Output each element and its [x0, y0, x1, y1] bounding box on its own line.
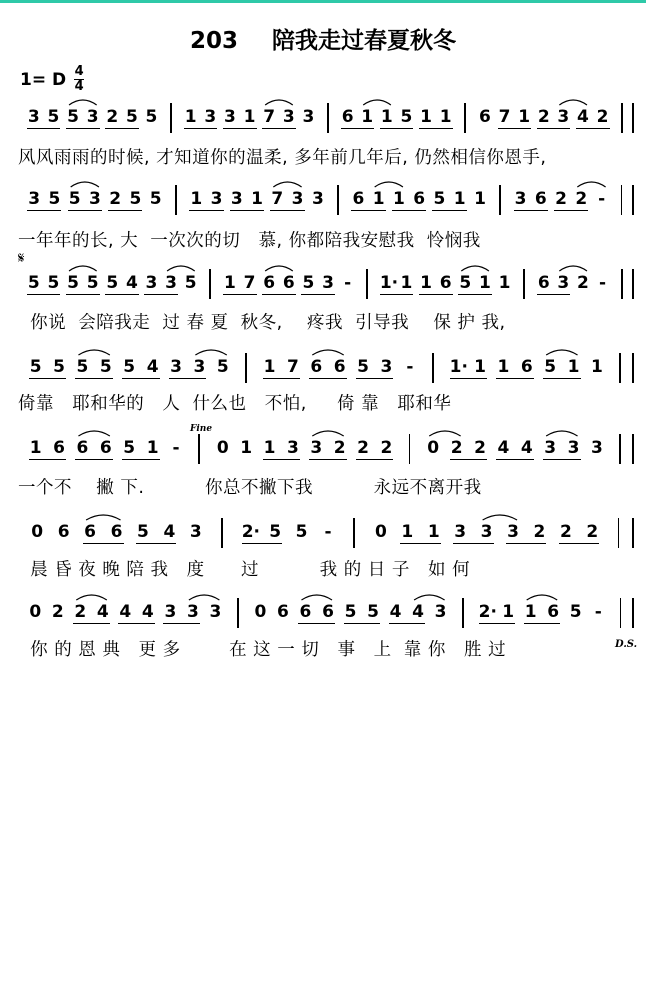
note: 6 [282, 273, 295, 293]
note: 1 [401, 522, 414, 542]
note: 5 [123, 357, 136, 377]
note: 1 [184, 107, 197, 127]
note: 3 [164, 602, 177, 622]
note: 6 [478, 107, 491, 127]
note: 7 [498, 107, 511, 127]
slur [195, 350, 226, 355]
note: 4 [141, 602, 154, 622]
note: 5 [125, 107, 138, 127]
note: 3 [302, 107, 315, 127]
note: 6 [57, 522, 70, 542]
note: 1 [29, 438, 42, 458]
slur [527, 595, 558, 600]
note: 4 [577, 107, 589, 127]
note: 3 [311, 189, 324, 209]
note: 1 [420, 107, 432, 127]
slur [577, 182, 605, 187]
note: 6 [53, 438, 65, 458]
note: 3 [557, 273, 570, 293]
note: 1 [498, 273, 511, 293]
note: 6 [534, 189, 547, 209]
note: 1 [502, 602, 515, 622]
note: 2 [357, 438, 369, 458]
note: 5 [344, 602, 357, 622]
note: 1 [591, 357, 603, 377]
note: 1 [263, 357, 276, 377]
note: 3 [480, 522, 493, 542]
note: 3 [434, 602, 447, 622]
note: 5 [86, 273, 99, 293]
slur [546, 350, 577, 355]
note: 3 [209, 602, 222, 622]
note: 1 [497, 357, 510, 377]
note: 3 [544, 438, 557, 458]
note: 5 [123, 438, 136, 458]
lyric-line-6: 晨 昏 夜 晚 陪 我 度 过 我 的 日 子 如 何 [18, 560, 471, 580]
note: 1 [243, 107, 256, 127]
note: 5 [400, 107, 413, 127]
note: 2 [596, 107, 609, 127]
note: 4 [497, 438, 510, 458]
note: 4 [125, 273, 138, 293]
note: 6 [333, 357, 346, 377]
note: 1 [453, 189, 466, 209]
lyric-line-3: 你说 会陪我走 过 春 夏 秋冬, 疼我 引导我 保 护 我, [18, 313, 506, 333]
time-bottom: 4 [74, 79, 84, 94]
note: 1 [251, 189, 263, 209]
note: 3 [204, 107, 217, 127]
note: 4 [163, 522, 176, 542]
note: 3 [27, 107, 40, 127]
note: 2 [537, 107, 550, 127]
extension-dash: - [172, 438, 180, 458]
note: 4 [119, 602, 132, 622]
note: 3 [189, 522, 202, 542]
note: 0 [254, 602, 267, 622]
note: 5 [269, 522, 282, 542]
lyric-line-2: 一年年的长, 大 一次次的切 慕, 你都陪我安慰我 怜悯我 [18, 231, 481, 251]
note: 3 [170, 357, 182, 377]
ds-mark: D.S. [615, 639, 638, 650]
note: 6 [277, 602, 289, 622]
note: 5 [216, 357, 229, 377]
note: 3 [282, 107, 295, 127]
note: 2 [577, 273, 589, 293]
lyric-line-4: 倚靠 耶和华的 人 什么也 不怕, 倚 靠 耶和华 [18, 394, 452, 414]
lyric-line-5: 一个不 撇 下. 你总不撇下我 永远不离开我 [18, 478, 482, 498]
slur [559, 100, 587, 105]
note: 2 [474, 438, 486, 458]
note: 3 [145, 273, 158, 293]
note: 2 [51, 602, 64, 622]
note: 7 [287, 357, 299, 377]
note: 6 [520, 357, 533, 377]
note: 2· [478, 602, 497, 622]
slur [265, 266, 293, 271]
extension-dash: - [594, 602, 602, 622]
note: 2 [74, 602, 87, 622]
note: 1 [393, 189, 405, 209]
note: 7 [271, 189, 284, 209]
note: 1 [478, 273, 491, 293]
slur [363, 100, 391, 105]
note: 6 [299, 602, 312, 622]
slur [461, 266, 489, 271]
note: 5 [47, 273, 60, 293]
note: 1 [240, 438, 253, 458]
note: 5 [48, 189, 61, 209]
slur [78, 431, 109, 436]
slur [76, 595, 107, 600]
note: 3 [210, 189, 223, 209]
note: 2 [450, 438, 463, 458]
note: 5 [68, 189, 81, 209]
note: 0 [31, 522, 44, 542]
note: 6 [263, 273, 276, 293]
extension-dash: - [324, 522, 332, 542]
note: 1 [474, 189, 486, 209]
note: 4 [146, 357, 159, 377]
note: 3 [507, 522, 519, 542]
note: 3 [86, 107, 99, 127]
note: 5 [302, 273, 315, 293]
slur [312, 350, 343, 355]
note: 3 [557, 107, 570, 127]
note: 5 [53, 357, 65, 377]
note: 4 [389, 602, 402, 622]
note: 4 [412, 602, 424, 622]
note: 0 [374, 522, 387, 542]
note: 3 [380, 357, 393, 377]
note: 6 [322, 602, 334, 622]
note: 7 [243, 273, 256, 293]
slur [69, 100, 97, 105]
note: 2 [109, 189, 122, 209]
note: 5 [29, 357, 42, 377]
time-top: 4 [74, 64, 84, 79]
note: 1 [439, 107, 452, 127]
slur [69, 266, 97, 271]
fine-mark: Fine [190, 424, 213, 434]
note: 1 [567, 357, 580, 377]
note: 1 [372, 189, 385, 209]
note: 1 [474, 357, 486, 377]
note: 1 [400, 273, 413, 293]
note: 5 [106, 273, 119, 293]
note: 5 [544, 357, 557, 377]
note: 2 [586, 522, 599, 542]
slur [414, 595, 445, 600]
note: 2 [559, 522, 572, 542]
note: 6 [310, 357, 323, 377]
note: 5 [67, 107, 79, 127]
note: 3 [322, 273, 334, 293]
slur [167, 266, 195, 271]
note: 5 [129, 189, 142, 209]
note: 6 [352, 189, 365, 209]
note: 1 [524, 602, 537, 622]
note: 3 [165, 273, 178, 293]
note: 3 [28, 189, 41, 209]
note: 6 [547, 602, 560, 622]
note: 3 [591, 438, 603, 458]
note: 1 [427, 522, 440, 542]
note: 2 [533, 522, 546, 542]
note: 3 [230, 189, 243, 209]
extension-dash: - [599, 273, 607, 293]
extension-dash: - [344, 273, 352, 293]
note: 1 [146, 438, 159, 458]
note: 3 [514, 189, 527, 209]
note: 5 [433, 189, 446, 209]
note: 6 [537, 273, 550, 293]
note: 3 [454, 522, 467, 542]
note: 2· [241, 522, 260, 542]
note: 1· [379, 273, 399, 293]
slur [265, 100, 293, 105]
slur [559, 266, 587, 271]
note: 1 [420, 273, 432, 293]
note: 5 [149, 189, 162, 209]
note: 5 [357, 357, 369, 377]
note: 3 [186, 602, 199, 622]
note: 2 [380, 438, 393, 458]
note: 1 [190, 189, 203, 209]
note: 2 [333, 438, 346, 458]
slur [429, 431, 460, 436]
hymn-title: 陪我走过春夏秋冬 [272, 28, 456, 54]
note: 1 [518, 107, 531, 127]
note: 3 [291, 189, 304, 209]
note: 3 [193, 357, 206, 377]
slur [78, 350, 109, 355]
extension-dash: - [406, 357, 414, 377]
note: 3 [310, 438, 323, 458]
note: 6 [76, 438, 89, 458]
note: 6 [341, 107, 354, 127]
note: 6 [99, 438, 112, 458]
note: 6 [84, 522, 96, 542]
note: 5 [145, 107, 158, 127]
note: 0 [216, 438, 229, 458]
note: 2 [106, 107, 119, 127]
slur [483, 515, 517, 520]
slur [312, 431, 343, 436]
note: 2 [575, 189, 588, 209]
note: 5 [99, 357, 112, 377]
lyric-line-1: 风风雨雨的时候, 才知道你的温柔, 多年前几年后, 仍然相信你恩手, [18, 148, 547, 168]
note: 5 [27, 273, 40, 293]
note: 1 [263, 438, 276, 458]
lyric-line-7: 你 的 恩 典 更 多 在 这 一 切 事 上 靠 你 胜 过 [18, 640, 507, 660]
note: 1 [361, 107, 374, 127]
note: 5 [459, 273, 472, 293]
note: 5 [569, 602, 582, 622]
note: 4 [96, 602, 109, 622]
note: 5 [47, 107, 60, 127]
note: 5 [295, 522, 308, 542]
hymn-number: 203 [189, 28, 238, 54]
note: 3 [224, 107, 236, 127]
note: 5 [67, 273, 79, 293]
note: 6 [413, 189, 426, 209]
note: 3 [567, 438, 580, 458]
note: 6 [439, 273, 452, 293]
slur [273, 182, 301, 187]
slur [375, 182, 403, 187]
slur [301, 595, 332, 600]
note: 4 [520, 438, 533, 458]
note: 5 [184, 273, 197, 293]
segno-sign: 𝄋 [18, 249, 25, 267]
slur [546, 431, 577, 436]
note: 6 [110, 522, 123, 542]
key-label: 1= D [20, 69, 67, 90]
note: 3 [89, 189, 101, 209]
slur [71, 182, 99, 187]
note: 1· [449, 357, 468, 377]
note: 0 [427, 438, 440, 458]
note: 5 [367, 602, 379, 622]
slur [189, 595, 220, 600]
note: 7 [263, 107, 276, 127]
note: 3 [287, 438, 299, 458]
extension-dash: - [598, 189, 606, 209]
note: 5 [137, 522, 149, 542]
note: 5 [76, 357, 89, 377]
note: 1 [380, 107, 393, 127]
note: 0 [29, 602, 42, 622]
note: 1 [224, 273, 236, 293]
note: 2 [555, 189, 567, 209]
slur [86, 515, 120, 520]
